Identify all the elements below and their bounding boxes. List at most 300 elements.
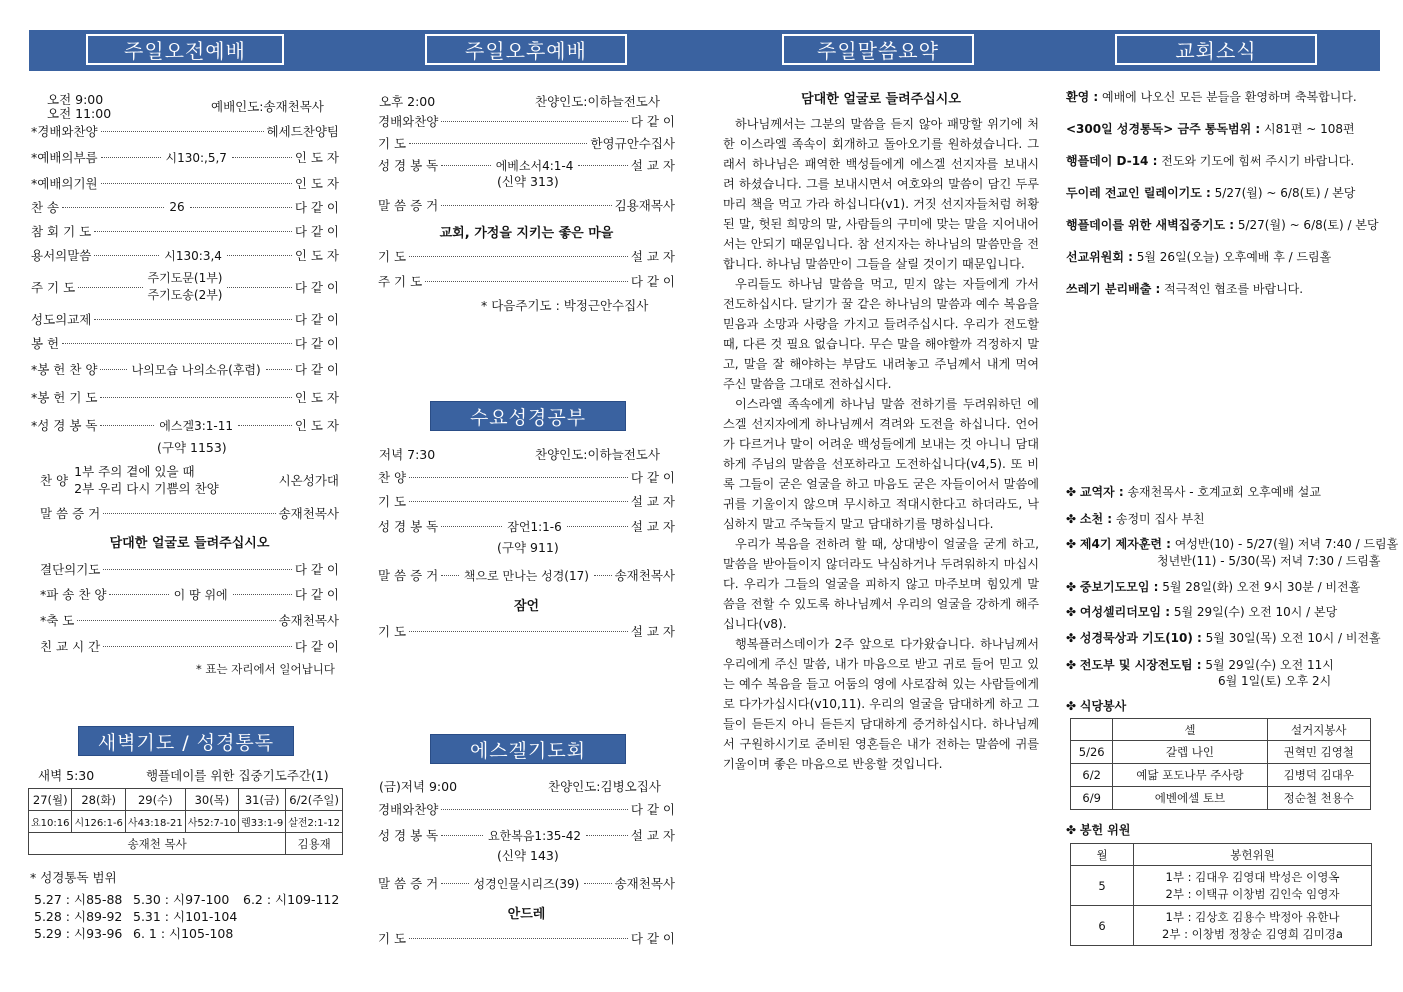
header-news: 교회소식 <box>1115 34 1317 65</box>
row-label: 친 교 시 간 <box>40 639 101 654</box>
row-label: 말 씀 증 거 <box>378 198 439 213</box>
row-middle: 잠언1:1-6 <box>507 519 562 534</box>
news-text: 여성반(10) - 5/27(월) 저녁 7:40 / 드림홀 <box>1170 537 1399 551</box>
row-right: 설 교 자 <box>630 158 676 173</box>
row-right: 헤세드찬양팀 <box>266 124 339 139</box>
news-item <box>1066 248 1331 265</box>
ez-sermon-title: 안드레 <box>507 907 546 922</box>
news-text: 예배에 나오신 모든 분들을 환영하며 축복합니다. <box>1098 90 1357 104</box>
row-right: 다 같 이 <box>294 587 340 602</box>
ez-time: (금)저녁 9:00 <box>379 779 458 794</box>
dot-leader <box>586 835 628 836</box>
row-label: 용서의말씀 <box>31 248 92 263</box>
row-middle: 시130:,5,7 <box>165 150 227 165</box>
wed-row <box>378 492 675 510</box>
offering-line-2: 2부 : 이택규 이창범 김인숙 임영자 <box>1165 886 1340 901</box>
news-label: 소천 : <box>1079 512 1113 526</box>
meal-head: 설거지봉사 <box>1267 719 1370 741</box>
meal-header <box>1071 719 1371 741</box>
row-right: 송재천목사 <box>614 568 675 583</box>
dawn-day: 28(화) <box>72 789 125 811</box>
news-label: 식당봉사 <box>1079 699 1127 713</box>
dot-leader <box>578 165 627 166</box>
meal-head <box>1071 719 1113 741</box>
news-label: 제4기 제자훈련 : <box>1079 537 1171 551</box>
news-text: 5/27(월) ~ 6/8(토) / 본당 <box>1234 218 1379 232</box>
row-right: 다 같 이 <box>630 802 675 817</box>
wed-reading-sub: (구약 911) <box>497 540 559 555</box>
am-row <box>31 246 339 264</box>
meal-cell: 6/2 <box>1071 764 1113 787</box>
meal-row <box>1071 787 1371 810</box>
pm-row <box>378 112 675 130</box>
dot-leader <box>409 631 628 632</box>
news-item <box>1066 578 1360 595</box>
am-sermon-title: 담대한 얼굴로 들려주십시오 <box>109 536 270 551</box>
dot-leader <box>94 231 292 232</box>
dawn-day: 27(월) <box>29 789 72 811</box>
news-item <box>1066 152 1354 169</box>
row-label: 기 도 <box>378 931 407 946</box>
dot-leader <box>266 369 292 370</box>
row-right: 다 같 이 <box>294 562 339 577</box>
am-row <box>40 585 339 603</box>
dot-leader <box>409 477 628 478</box>
row-right: 설 교 자 <box>630 519 676 534</box>
dot-leader <box>103 646 292 647</box>
ez-reading-sub: (신약 143) <box>497 848 559 863</box>
dot-leader <box>567 526 628 527</box>
row-right: 인 도 자 <box>294 150 339 165</box>
dawn-verse: 렘33:1-9 <box>239 811 286 833</box>
choir-2: 2부 우리 다시 기쁨의 찬양 <box>74 481 219 496</box>
row-label: 찬 양 <box>40 473 69 488</box>
ez-title: 에스겔기도회 <box>430 734 626 764</box>
row-label: 찬 양 <box>378 470 407 485</box>
news-text: 청년반(11) - 5/30(목) 저녁 7:30 / 드림홀 <box>1157 554 1381 568</box>
sermon-paragraph: 우리들도 하나님 말씀을 먹고, 믿지 않는 자들에게 가서 전도하십시다. 달기가 꿀 같은 하나님의 말씀과 예수 복음을 믿음과 소망과 사랑을 가지고 들려주십시다. 우리가 전도할 때, 다른 것 필요 없습니다. 무슨 말을 해야할까 걱정하지 말고, 말을 잘 해야하는 부담도 내려놓고 주님께서 내게 먹여주신 말씀을 그대로 전하십시다. <box>723 277 1039 391</box>
news-label: <300일 성경통독> 금주 통독범위 : <box>1066 122 1261 136</box>
sermon-paragraph: 이스라엘 족속에게 하나님 말씀 전하기를 두려워하던 에스겔 선지자에게 하나님께서 격려와 도전을 하십니다. 언어가 다르거나 말이 어려운 백성들에게 보내는 것 아니니 담대하게 주님의 말씀을 선포하라고 도전하십니다(v4,5). 또 비록 그들이 굳은 얼굴을 하고 마음도 굳은 자들이어서 말씀에 귀를 기울이지 않으며 무시하고 적대시한다고 하더라도, 낙심하지 말고 주눅들지 말고 담대하기를 명하십니다. <box>723 397 1039 531</box>
row-label: 경배와찬양 <box>378 802 439 817</box>
choir-1: 1부 주의 곁에 있을 때 <box>74 464 195 479</box>
am-row <box>40 560 339 578</box>
news-label: 행플데이 D-14 : <box>1066 154 1158 168</box>
news-text: 5월 29일(수) 오전 10시 / 본당 <box>1170 605 1338 619</box>
news-text: 송정미 집사 부친 <box>1112 512 1205 526</box>
pm-leader: 찬양인도:이하늘전도사 <box>535 94 660 109</box>
am-row <box>31 122 339 140</box>
row-middle: 에스겔3:1-11 <box>159 418 233 433</box>
row-label: *봉 헌 기 도 <box>31 390 98 405</box>
am-row-choir <box>40 462 339 498</box>
row-middle <box>68 463 221 497</box>
am-row <box>31 198 339 216</box>
meal-cell: 에벤에셀 토브 <box>1113 787 1267 810</box>
offering-head: 봉헌위원 <box>1134 844 1372 866</box>
clover-icon: ✤ <box>1066 605 1080 619</box>
row-right: 다 같 이 <box>630 114 675 129</box>
row-middle: 에베소서4:1-4 <box>495 158 574 173</box>
ez-row <box>378 800 675 818</box>
news-item <box>1066 88 1357 105</box>
row-right: 다 같 이 <box>630 931 675 946</box>
reading-item: 6. 1 : 시105-108 <box>133 926 234 941</box>
am-row <box>31 174 339 192</box>
row-right: 송재천목사 <box>278 613 339 628</box>
offering-members <box>1134 906 1372 946</box>
dot-leader <box>94 319 291 320</box>
news-label: 두이레 전교인 릴레이기도 : <box>1066 186 1211 200</box>
news-item <box>1066 535 1398 552</box>
am-leader: 예배인도:송재천목사 <box>211 99 324 114</box>
sermon-body <box>723 114 1039 774</box>
row-label: *경배와찬양 <box>31 124 98 139</box>
dawn-day: 29(수) <box>125 789 185 811</box>
row-label: 성 경 봉 독 <box>378 158 439 173</box>
dot-leader <box>409 938 628 939</box>
row-middle: 26 <box>169 200 185 214</box>
dot-leader <box>441 165 490 166</box>
reading-item: 5.30 : 시97-100 <box>133 892 230 907</box>
dot-leader <box>441 809 627 810</box>
row-label: 기 도 <box>378 249 407 264</box>
row-right: 설 교 자 <box>630 624 675 639</box>
news-label: 교역자 : <box>1079 485 1124 499</box>
row-label: 결단의기도 <box>40 562 101 577</box>
am-row <box>31 360 339 378</box>
news-item <box>1066 184 1355 201</box>
dot-leader <box>103 513 275 514</box>
row-label: 경배와찬양 <box>378 114 439 129</box>
offering-title: ✤ 봉헌 위원 <box>1066 823 1131 837</box>
dot-leader <box>232 157 292 158</box>
am-note: * 표는 자리에서 일어납니다 <box>196 662 335 676</box>
reading-item: 5.27 : 시85-88 <box>34 892 123 907</box>
am-row-sermon <box>40 504 339 522</box>
reading-item: 5.28 : 시89-92 <box>34 909 123 924</box>
offering-line-2: 2부 : 이창범 정창순 김영희 김미경a <box>1162 926 1343 941</box>
row-right: 김용재목사 <box>614 198 675 213</box>
news-item <box>1066 280 1303 297</box>
dawn-verse: 사52:7-10 <box>185 811 238 833</box>
dot-leader <box>100 425 154 426</box>
dot-leader <box>233 594 292 595</box>
prayer-1: 주기도문(1부) <box>147 271 223 285</box>
dot-leader <box>109 594 168 595</box>
pm-row <box>378 134 675 152</box>
news-item <box>1218 672 1331 689</box>
offering-month: 6 <box>1071 906 1134 946</box>
row-label: 기 도 <box>378 136 407 151</box>
dot-leader <box>101 183 292 184</box>
dot-leader <box>103 569 291 570</box>
row-right: 다 같 이 <box>294 312 339 327</box>
am-time-1: 오전 9:00 <box>47 92 104 107</box>
reading-item: 5.29 : 시93-96 <box>34 926 123 941</box>
offering-head: 월 <box>1071 844 1134 866</box>
row-right: 다 같 이 <box>294 362 339 377</box>
dot-leader <box>409 256 628 257</box>
row-right: 설 교 자 <box>630 249 675 264</box>
row-right: 인 도 자 <box>294 390 339 405</box>
row-label: *축 도 <box>40 613 75 628</box>
row-label: 성도의교제 <box>31 312 92 327</box>
row-right: 송재천목사 <box>614 876 675 891</box>
dot-leader <box>441 575 459 576</box>
dawn-day: 31(금) <box>239 789 286 811</box>
row-label: 기 도 <box>378 624 407 639</box>
offering-line-1: 1부 : 김대우 김영대 박성은 이영옥 <box>1165 869 1340 884</box>
meal-row <box>1071 764 1371 787</box>
row-label: 말 씀 증 거 <box>378 568 439 583</box>
row-right: 인 도 자 <box>294 176 339 191</box>
offering-row <box>1071 906 1372 946</box>
am-time-2: 오전 11:00 <box>47 106 112 121</box>
header-sermon: 주일말씀요약 <box>782 34 974 65</box>
sermon-paragraph: 행복플러스데이가 2주 앞으로 다가왔습니다. 하나님께서 우리에게 주신 말씀, 내가 마음으로 받고 귀로 들어 믿고 있는 예수 복음을 들고 어둠의 영에 사로잡혀 있는 사람들에게로 다가가십시다(v10,11). 우리의 얼굴을 담대하게 하고 그들이 듣든지 아니 듣든지 담대하게 증거하십시다. 하나님께서 구원하시기로 준비된 영혼들은 내가 전하는 말씀에 귀를 기울이며 좋은 마음으로 반응할 것입니다. <box>723 637 1039 771</box>
news-item <box>1066 629 1381 646</box>
am-row <box>40 611 339 629</box>
dot-leader <box>78 287 142 288</box>
am-row <box>31 222 339 240</box>
clover-icon: ✤ <box>1066 699 1080 713</box>
row-label: 말 씀 증 거 <box>40 506 101 521</box>
news-text: 5월 26일(오늘) 오후예배 후 / 드림홀 <box>1132 250 1332 264</box>
dot-leader <box>227 255 292 256</box>
row-right: 다 같 이 <box>294 639 339 654</box>
meal-cell: 6/9 <box>1071 787 1113 810</box>
wed-row <box>378 622 675 640</box>
header-pm-worship: 주일오후예배 <box>425 34 627 65</box>
news-item <box>1066 510 1205 527</box>
prayer-2: 주기도송(2부) <box>147 288 223 302</box>
clover-icon: ✤ <box>1066 823 1077 837</box>
meal-cell: 예닮 포도나무 주사랑 <box>1113 764 1267 787</box>
dot-leader <box>409 143 587 144</box>
row-right: 송재천목사 <box>278 506 339 521</box>
dot-leader <box>101 131 264 132</box>
row-right: 다 같 이 <box>630 274 675 289</box>
meal-table <box>1070 718 1371 810</box>
news-item <box>1066 120 1355 137</box>
dot-leader <box>584 883 611 884</box>
row-label: 주 기 도 <box>378 274 423 289</box>
header-am-worship: 주일오전예배 <box>86 34 284 65</box>
am-row <box>31 388 339 406</box>
reading-title: * 성경통독 범위 <box>30 870 117 885</box>
reading-item: 6.2 : 시109-112 <box>243 892 340 907</box>
sermon-paragraph: 우리가 복음을 전하려 할 때, 상대방이 얼굴을 굳게 하고, 말씀을 받아들이지 않더라도 낙심하거나 두려워하지 마십시다. 우리가 그들의 얼굴을 피하지 않고 마주보며 힘있게 말씀을 전할 수 있도록 하나님께서 우리의 얼굴을 강하게 해주십니다(v8). <box>723 537 1039 631</box>
dawn-pastor-2: 김용재 <box>286 833 343 855</box>
pm-row <box>378 247 675 265</box>
meal-cell: 권혁민 김영철 <box>1267 741 1370 764</box>
row-middle: 시130:3,4 <box>164 248 222 263</box>
news-text: 5월 30일(목) 오전 10시 / 비전홀 <box>1201 631 1381 645</box>
row-middle: 나의모습 나의소유(후렴) <box>131 362 261 377</box>
am-row-prayer <box>31 270 339 304</box>
news-item <box>1066 603 1337 620</box>
am-reading-sub: (구약 1153) <box>157 440 227 455</box>
row-middle: 이 땅 위에 <box>173 587 228 602</box>
wed-sermon-title: 잠언 <box>513 599 540 614</box>
dot-leader <box>101 157 161 158</box>
row-right: 다 같 이 <box>294 224 339 239</box>
news-text: 5월 29일(수) 오전 11시 <box>1201 658 1334 672</box>
dot-leader <box>94 255 159 256</box>
ez-leader: 찬양인도:김병오집사 <box>548 779 661 794</box>
wed-leader: 찬양인도:이하늘전도사 <box>535 447 660 462</box>
meal-cell: 정순철 천용수 <box>1267 787 1370 810</box>
row-label: *봉 헌 찬 양 <box>31 362 98 377</box>
clover-icon: ✤ <box>1066 537 1080 551</box>
news-item <box>1066 483 1321 500</box>
meal-cell: 갈렙 나인 <box>1113 741 1267 764</box>
dawn-day: 6/2(주일) <box>286 789 343 811</box>
dot-leader <box>100 397 291 398</box>
row-right: 다 같 이 <box>294 200 339 215</box>
clover-icon: ✤ <box>1066 512 1080 526</box>
pm-row <box>378 272 675 290</box>
row-right: 설 교 자 <box>630 494 675 509</box>
news-item <box>1066 216 1379 233</box>
dot-leader <box>62 207 164 208</box>
dot-leader <box>77 620 275 621</box>
news-label: 성경묵상과 기도(10) : <box>1079 631 1202 645</box>
clover-icon: ✤ <box>1066 658 1080 672</box>
ez-row <box>378 929 675 947</box>
row-label: 참 회 기 도 <box>31 224 92 239</box>
news-item <box>1157 552 1380 569</box>
row-label: 봉 헌 <box>31 336 60 351</box>
row-middle <box>146 270 225 304</box>
pm-note: * 다음주기도 : 박정근안수집사 <box>481 298 649 313</box>
row-middle: 성경인물시리즈(39) <box>473 876 580 891</box>
dawn-verse: 사43:18-21 <box>125 811 185 833</box>
dawn-day: 30(목) <box>185 789 238 811</box>
dot-leader <box>409 501 628 502</box>
pm-row-sermon <box>378 196 675 214</box>
news-text: 5/27(월) ~ 6/8(토) / 본당 <box>1210 186 1356 200</box>
dot-leader <box>594 575 612 576</box>
dot-leader <box>441 526 502 527</box>
news-text: 전도와 기도에 힘써 주시기 바랍니다. <box>1157 154 1355 168</box>
offering-members <box>1134 866 1372 906</box>
news-label: 쓰레기 분리배출 : <box>1066 282 1161 296</box>
dawn-verse: 살전2:1-12 <box>286 811 343 833</box>
news-text: 적극적인 협조를 바랍니다. <box>1160 282 1304 296</box>
reading-item: 5.31 : 시101-104 <box>133 909 238 924</box>
row-label: 성 경 봉 독 <box>378 828 439 843</box>
dot-leader <box>100 369 126 370</box>
am-row <box>31 148 339 166</box>
offering-table <box>1070 843 1372 946</box>
news-item <box>1066 656 1334 673</box>
news-label: 여성셀리더모임 : <box>1079 605 1170 619</box>
news-text: 6월 1일(토) 오후 2시 <box>1218 674 1332 688</box>
row-label: *예배의기원 <box>31 176 98 191</box>
dot-leader <box>441 835 483 836</box>
news-item <box>1066 697 1126 714</box>
dot-leader <box>441 205 611 206</box>
offering-line-1: 1부 : 김상호 김용수 박정아 유한나 <box>1165 909 1340 924</box>
dawn-title: 새벽기도 / 성경통독 <box>78 726 294 756</box>
row-middle: 책으로 만나는 성경(17) <box>463 568 589 583</box>
clover-icon: ✤ <box>1066 580 1080 594</box>
dawn-subtitle: 행플데이를 위한 집중기도주간(1) <box>146 768 329 783</box>
news-text: 5월 28일(화) 오전 9시 30분 / 비전홀 <box>1158 580 1361 594</box>
meal-cell: 5/26 <box>1071 741 1113 764</box>
row-middle: 요한복음1:35-42 <box>488 828 581 843</box>
ez-row-sermon <box>378 874 675 892</box>
row-label: *파 송 찬 양 <box>40 587 107 602</box>
news-label: 환영 : <box>1066 90 1099 104</box>
meal-head: 셀 <box>1113 719 1267 741</box>
am-row <box>31 416 339 434</box>
row-label: 성 경 봉 독 <box>378 519 439 534</box>
wed-row-sermon <box>378 566 675 584</box>
row-right: 설 교 자 <box>630 828 675 843</box>
row-right: 시온성가대 <box>278 473 339 488</box>
row-right: 다 같 이 <box>294 336 339 351</box>
am-row <box>40 637 339 655</box>
row-right: 한영규안수집사 <box>590 136 675 151</box>
wed-title: 수요성경공부 <box>430 401 626 431</box>
offering-month: 5 <box>1071 866 1134 906</box>
am-row <box>31 334 339 352</box>
row-right: 다 같 이 <box>294 280 339 295</box>
news-text: 시81편 ~ 108편 <box>1260 122 1355 136</box>
row-label: 기 도 <box>378 494 407 509</box>
sermon-title: 담대한 얼굴로 들려주십시오 <box>801 92 961 107</box>
meal-cell: 김병덕 김대우 <box>1267 764 1370 787</box>
news-text: 송재천목사 - 호계교회 오후예배 설교 <box>1123 485 1321 499</box>
offering-header <box>1071 844 1372 866</box>
am-row <box>31 310 339 328</box>
row-label: *성 경 봉 독 <box>31 418 98 433</box>
row-right: 인 도 자 <box>294 248 340 263</box>
dawn-verse: 요10:16 <box>29 811 72 833</box>
dawn-time: 새벽 5:30 <box>38 768 95 783</box>
dawn-pastor: 송재천 목사 <box>29 833 286 855</box>
sermon-paragraph: 하나님께서는 그분의 말씀을 듣지 않아 패망할 위기에 처한 이스라엘 족속이 회개하고 돌아오기를 원하셨습니다. 그래서 하나님은 패역한 백성들에게 에스겔 선지자를 보내시려 하셨습니다. 그를 보내시면서 여호와의 말씀이 담긴 두루마리 책을 먹고 가라 하십니다(v1). 거짓 선지자들처럼 허황된 말, 헛된 희망의 말, 사람들의 구미에 맞는 말을 지어내어서는 안되기 때문입니다. 참 선지자는 하나님의 말씀만을 전합니다. 하나님 말씀만이 그들을 살릴 것이기 때문입니다. <box>723 117 1039 271</box>
dawn-verse: 시126:1-6 <box>72 811 125 833</box>
row-right: 인 도 자 <box>294 418 339 433</box>
news-label: 중보기도모임 : <box>1079 580 1159 594</box>
clover-icon: ✤ <box>1066 631 1080 645</box>
pm-time: 오후 2:00 <box>379 94 436 109</box>
row-label: *예배의부름 <box>31 150 98 165</box>
offering-row <box>1071 866 1372 906</box>
row-label: 주 기 도 <box>31 280 76 295</box>
ez-row <box>378 826 675 844</box>
dot-leader <box>238 425 292 426</box>
dot-leader <box>227 287 291 288</box>
news-label: 행플데이를 위한 새벽집중기도 : <box>1066 218 1235 232</box>
dot-leader <box>62 343 292 344</box>
wed-time: 저녁 7:30 <box>379 447 436 462</box>
meal-row <box>1071 741 1371 764</box>
news-label: 전도부 및 시장전도팀 : <box>1079 658 1202 672</box>
pm-sermon-title: 교회, 가정을 지키는 좋은 마을 <box>439 226 614 241</box>
dot-leader <box>425 281 628 282</box>
row-right: 다 같 이 <box>630 470 675 485</box>
dawn-table <box>28 788 343 855</box>
row-label: 찬 송 <box>31 200 60 215</box>
dot-leader <box>441 121 627 122</box>
row-label: 말 씀 증 거 <box>378 876 439 891</box>
wed-row <box>378 517 675 535</box>
